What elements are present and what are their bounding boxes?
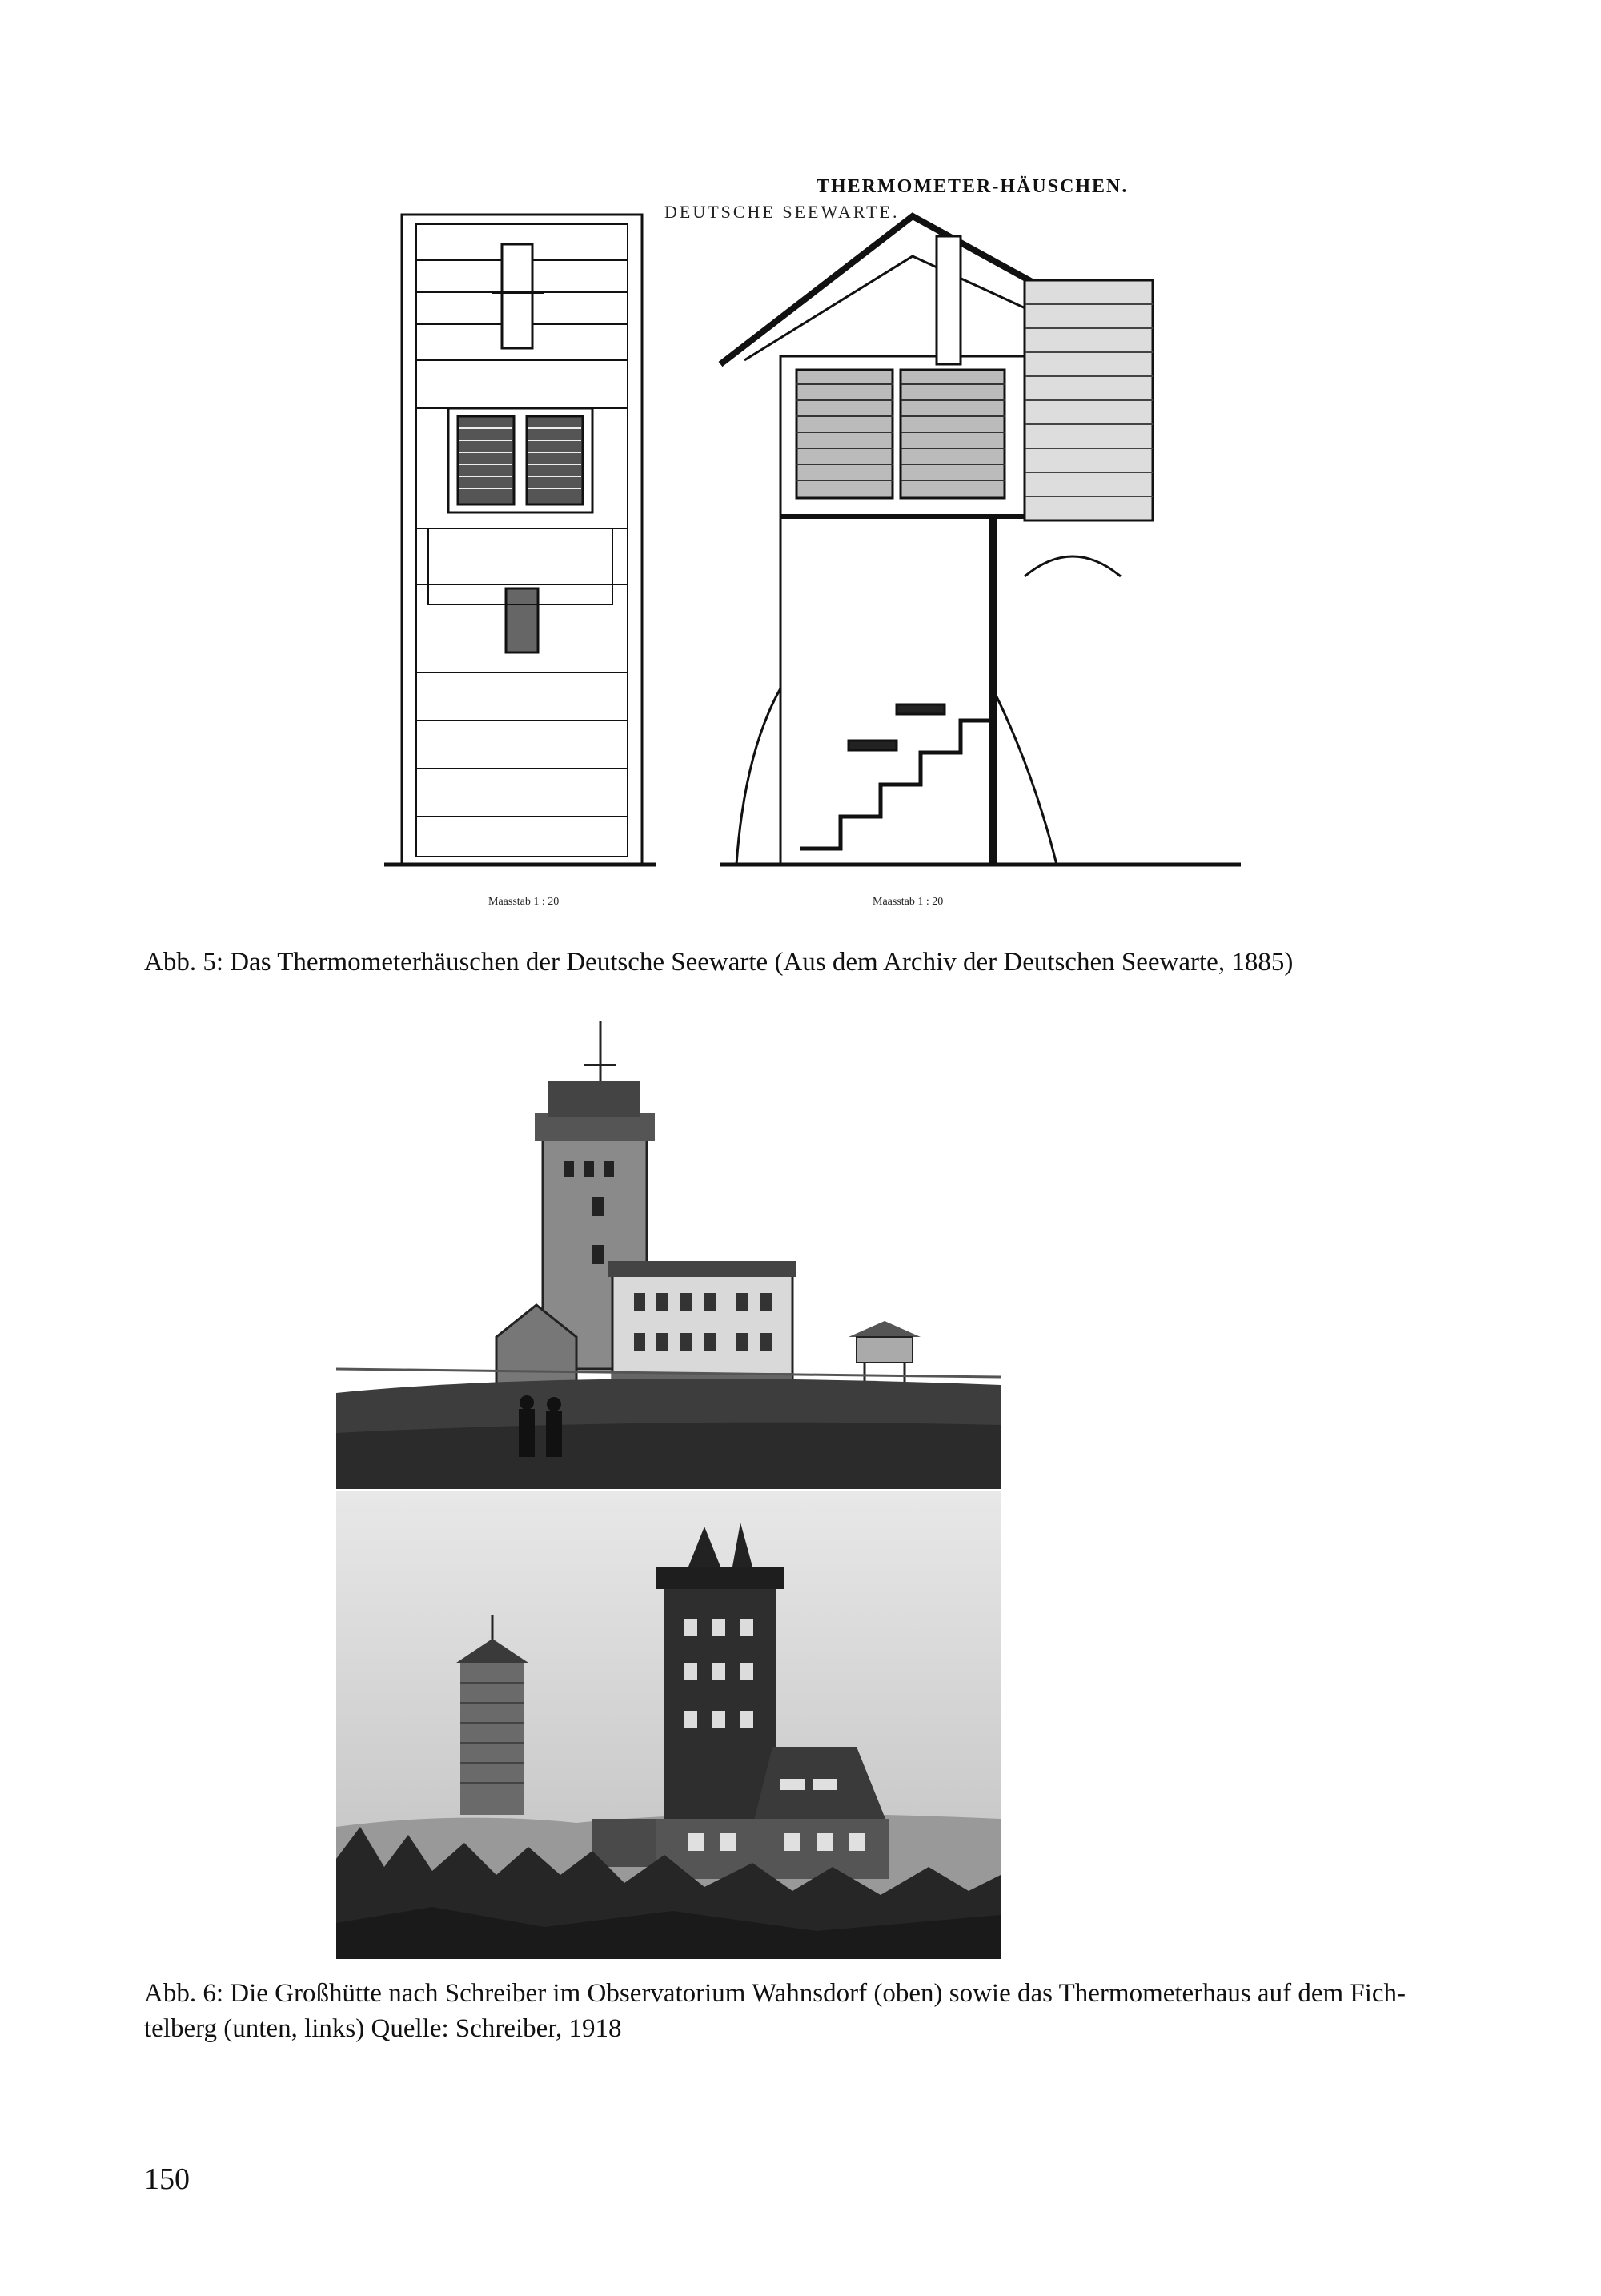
- thermometer-house-drawing: [352, 160, 1249, 913]
- scale-right: Maasstab 1 : 20: [873, 896, 944, 908]
- front-elevation: [384, 215, 656, 865]
- drawing-title: THERMOMETER-HÄUSCHEN.: [817, 176, 1129, 197]
- scale-left: Maasstab 1 : 20: [488, 896, 560, 908]
- figure5-caption: Abb. 5: Das Thermometerhäuschen der Deutsche Seewarte (Aus dem Archiv der Deutschen Seewarte, 1885): [144, 948, 1294, 977]
- figure6-caption-line1: Abb. 6: Die Großhütte nach Schreiber im Observatorium Wahnsdorf (oben) sowie das Thermometerhaus auf dem Fich-: [144, 1979, 1406, 2008]
- photo-fichtelberg: [336, 1491, 1001, 1959]
- figure6-caption: [144, 1976, 1473, 2046]
- side-section: [720, 216, 1241, 865]
- photo-wahnsdorf-observatory: [336, 1017, 1001, 1489]
- drawing-subtitle: DEUTSCHE SEEWARTE.: [664, 202, 900, 222]
- page-number: 150: [144, 2162, 190, 2196]
- figure6-caption-line2: telberg (unten, links) Quelle: Schreiber, 1918: [144, 2014, 622, 2043]
